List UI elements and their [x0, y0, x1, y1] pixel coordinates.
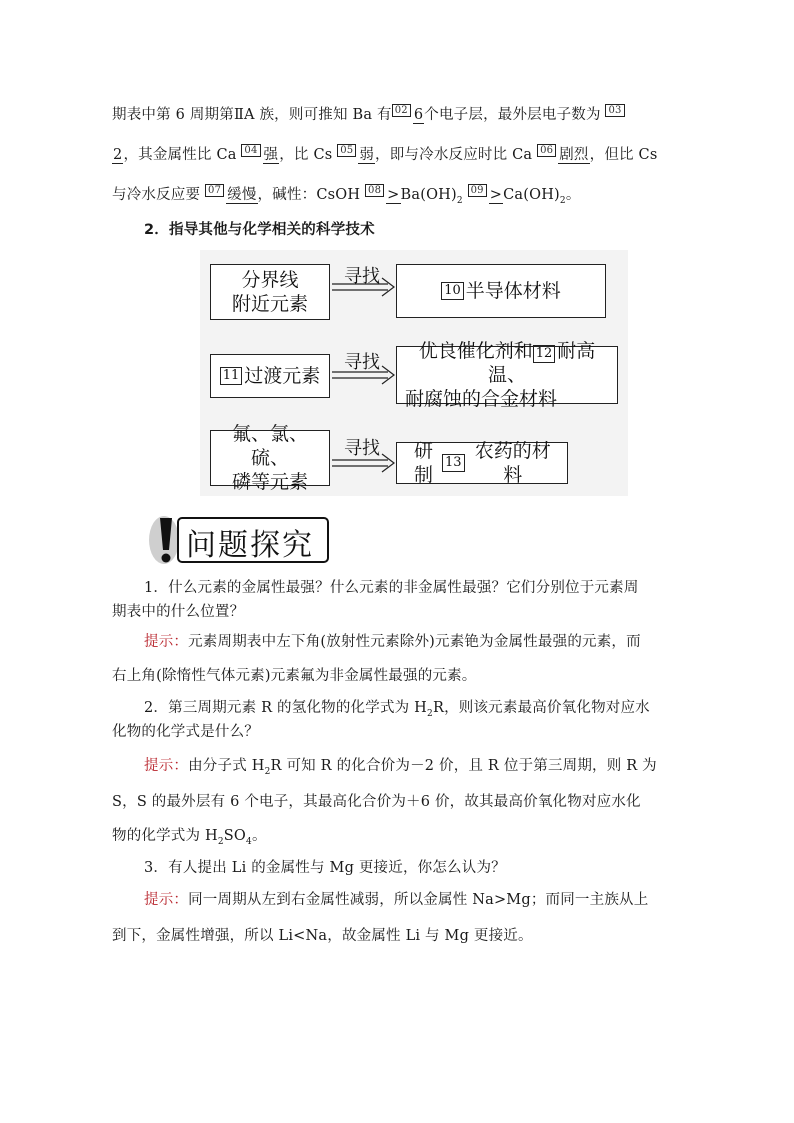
arrow-label: 寻找: [344, 266, 380, 287]
box-line: 耐腐蚀的合金材料: [405, 388, 558, 410]
answer-blank-06: [537, 144, 590, 165]
tip-line: S，S 的最外层有 6 个电子，其最高化合价为＋6 价，故其最高价氧化物对应水化: [112, 794, 641, 810]
answer-text: >: [387, 187, 400, 203]
paragraph-line: [112, 144, 657, 165]
text: 物的化学式为 H: [112, 828, 218, 844]
text: 由分子式 H: [188, 758, 265, 774]
flow-diagram: [200, 250, 628, 496]
text: Ca(OH): [503, 187, 560, 203]
arrow-label: 寻找: [344, 438, 380, 459]
subscript: 2: [456, 195, 463, 206]
blank-number: 09: [468, 184, 487, 197]
text: Ba(OH): [400, 187, 457, 203]
answer-text: 剧烈: [559, 147, 589, 163]
text: 与冷水反应要: [112, 187, 201, 203]
text: ，但比 Cs: [589, 147, 658, 163]
tip-line: 到下，金属性增强，所以 Li<Na，故金属性 Li 与 Mg 更接近。: [112, 928, 533, 944]
paragraph-line: [112, 184, 581, 211]
flow-box-right-2: [396, 340, 618, 410]
answer-blank-05: [337, 144, 375, 165]
text: 半导体材料: [465, 280, 561, 302]
text: R 可知 R 的化合价为－2 价，且 R 位于第三周期，则 R 为: [270, 758, 657, 774]
box-line: [405, 339, 609, 387]
text: R，则该元素最高价氧化物对应水: [432, 700, 650, 716]
answer-blank-02: [392, 104, 425, 125]
text: 过渡元素: [244, 365, 321, 387]
answer-blank-04: [241, 144, 279, 165]
text: ，其金属性比 Ca: [123, 147, 237, 163]
blank-number: 10: [441, 282, 464, 300]
text: 2．第三周期元素 R 的氢化物的化学式为 H: [144, 700, 428, 716]
text: SO: [223, 828, 247, 844]
tip-label: 提示：: [144, 758, 189, 774]
answer-text: 弱: [359, 147, 375, 163]
blank-number: 08: [365, 184, 384, 197]
blank-number: 07: [205, 184, 224, 197]
blank-number: 03: [605, 104, 624, 117]
blank-number: 06: [537, 144, 556, 157]
text: 期表中第 6 周期第ⅡA 族，则可推知 Ba 有: [112, 107, 392, 123]
section-header: [146, 512, 332, 564]
question-line: 期表中的什么位置？: [112, 604, 245, 620]
answer-text: 强: [263, 147, 279, 163]
text: 农药的材料: [474, 440, 551, 486]
text: 优良催化剂和: [418, 340, 533, 362]
blank-number: 13: [442, 454, 465, 472]
tip-label: 提示：: [144, 892, 189, 908]
answer-text: 缓慢: [227, 187, 257, 203]
subscript: 2: [427, 708, 433, 719]
tip-line: [112, 826, 267, 852]
blank-number: 04: [241, 144, 260, 157]
text: ，即与冷水反应时比 Ca: [375, 147, 533, 163]
answer-text: 2: [113, 147, 123, 163]
flow-box-left-1: 分界线 附近元素: [210, 264, 330, 320]
blank-number: 12: [533, 345, 556, 363]
question-line: 1．什么元素的金属性最强？什么元素的非金属性最强？它们分别位于元素周: [144, 580, 639, 596]
header-title: 问题探究: [186, 528, 314, 563]
answer-blank-07: [205, 184, 258, 205]
section-title: 2．指导其他与化学相关的科学技术: [144, 222, 375, 238]
text: 。: [251, 828, 267, 844]
arrow-label: 寻找: [344, 352, 380, 373]
tip-line: [144, 890, 648, 910]
text: 研制: [413, 440, 433, 486]
flow-box-left-2: [210, 354, 330, 398]
question-line: 化物的化学式是什么？: [112, 724, 259, 740]
tip-label: 提示：: [144, 634, 189, 650]
answer-blank-03: [605, 104, 626, 125]
answer-text: 6: [413, 107, 424, 123]
flow-box-left-3: 氟、氯、硫、 磷等元素: [210, 430, 330, 486]
text: ，比 Cs: [279, 147, 333, 163]
answer-text: >: [489, 187, 503, 203]
blank-number: 02: [392, 104, 411, 117]
tip-line: [144, 756, 657, 782]
flow-box-right-1: [396, 264, 606, 318]
subscript: 2: [217, 836, 224, 847]
tip-text: 元素周期表中左下角(放射性元素除外)元素铯为金属性最强的元素，而: [188, 634, 641, 650]
tip-line: 右上角(除惰性气体元素)元素氟为非金属性最强的元素。: [112, 668, 477, 684]
answer-blank-08: [365, 184, 400, 205]
blank-number: 11: [220, 367, 243, 385]
flow-box-right-3: [396, 442, 568, 484]
question-line: [144, 698, 650, 724]
paragraph-line: [112, 104, 627, 125]
answer-blank-09: [468, 184, 503, 205]
subscript: 2: [264, 766, 271, 777]
text: 。: [565, 187, 581, 203]
tip-text: 同一周期从左到右金属性减弱，所以金属性 Na>Mg；而同一主族从上: [188, 892, 649, 908]
tip-line: [144, 632, 641, 652]
subscript: 2: [559, 195, 566, 206]
text: ，碱性：CsOH: [257, 187, 361, 203]
blank-number: 05: [337, 144, 356, 157]
text: 个电子层，最外层电子数为: [424, 107, 601, 123]
text: 耐高温、: [487, 340, 596, 386]
question-line: 3．有人提出 Li 的金属性与 Mg 更接近，你怎么认为？: [144, 860, 506, 876]
subscript: 4: [246, 836, 252, 847]
